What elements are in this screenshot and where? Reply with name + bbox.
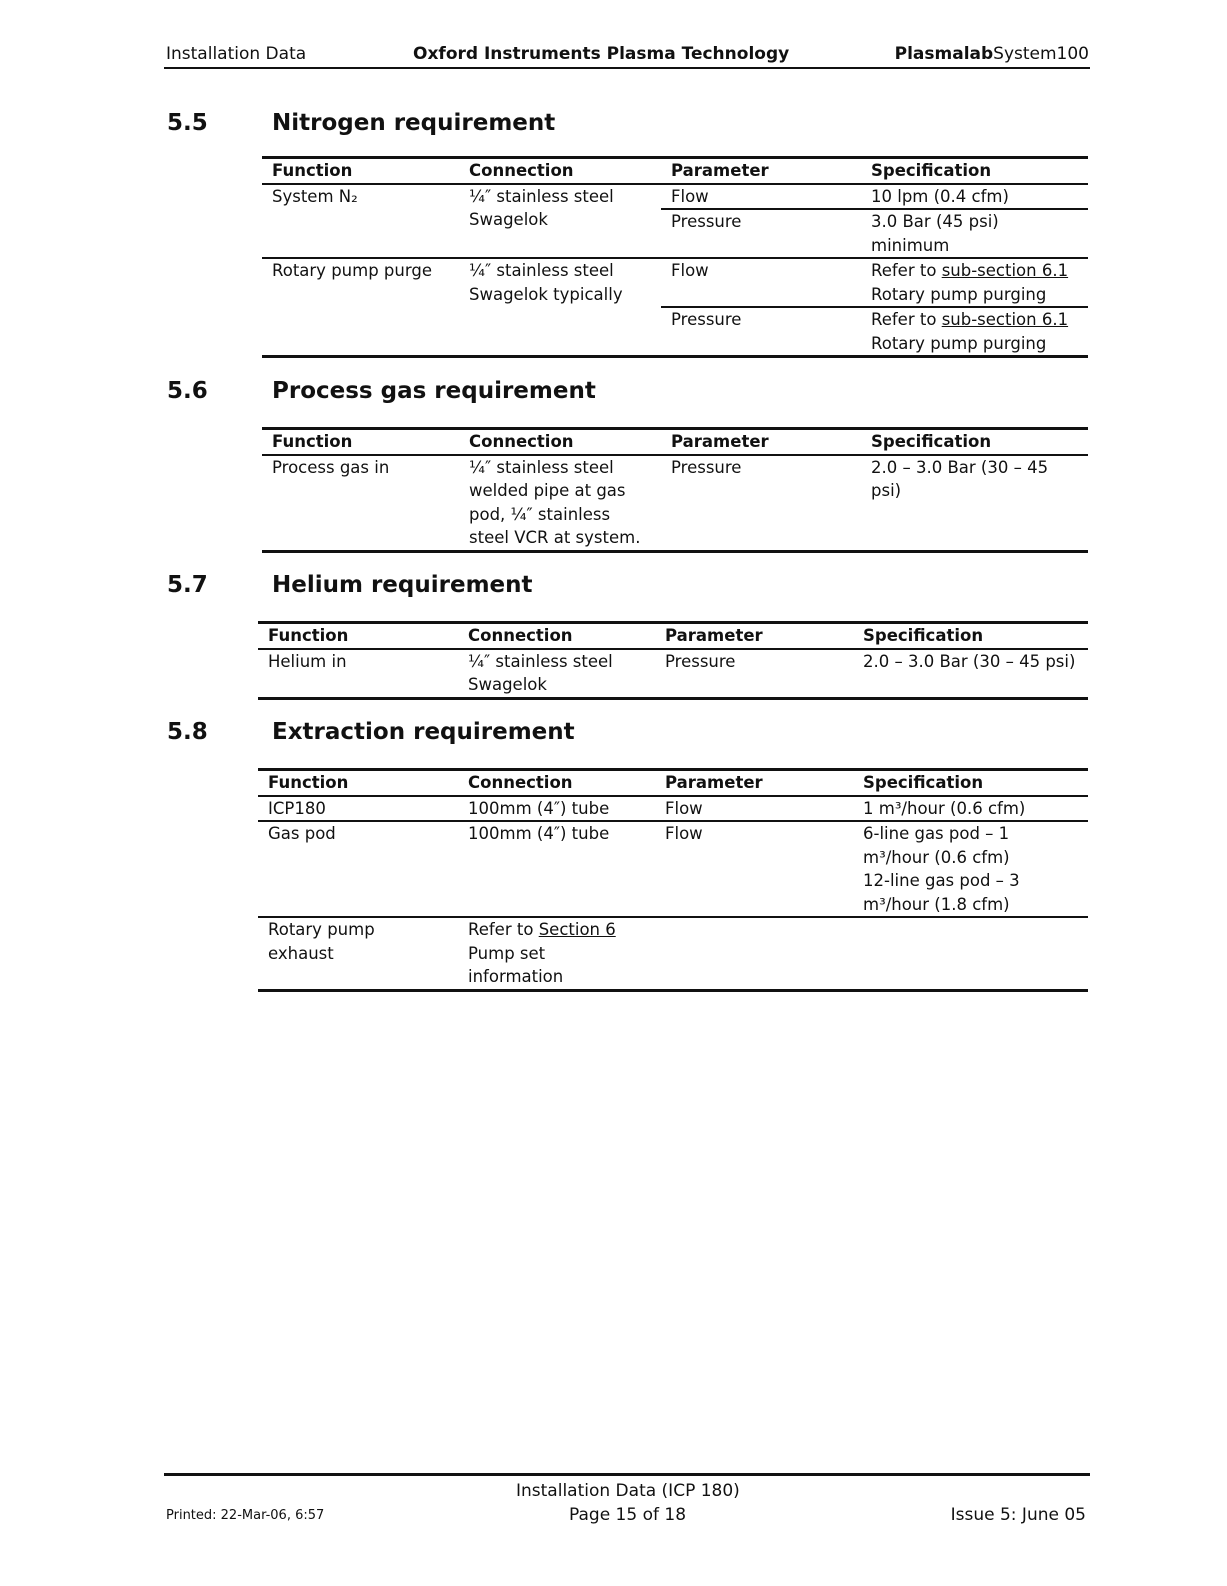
column-header: Specification bbox=[871, 432, 992, 451]
parameter-row bbox=[655, 797, 1088, 821]
cell-line: steel VCR at system. bbox=[469, 528, 641, 547]
connection-cell bbox=[459, 259, 661, 355]
cell-line: Helium in bbox=[268, 651, 347, 671]
table-row bbox=[262, 259, 1088, 355]
parameter-cell bbox=[661, 259, 861, 306]
table-header-row bbox=[262, 430, 1088, 456]
cell-line: Rotary pump bbox=[268, 920, 375, 939]
cell-line: Flow bbox=[671, 261, 709, 280]
specification-cell bbox=[853, 650, 1088, 674]
parameter-cell bbox=[661, 308, 861, 355]
table-row bbox=[258, 797, 1088, 823]
requirement-table bbox=[262, 427, 1088, 553]
parameter-row bbox=[655, 650, 1088, 674]
parameter-group bbox=[661, 185, 1088, 258]
parameter-group bbox=[661, 259, 1088, 355]
footer-page: Page 15 of 18 bbox=[569, 1505, 687, 1525]
cell-line: Rotary pump purging bbox=[871, 284, 1047, 304]
column-header: Connection bbox=[469, 161, 574, 180]
connection-cell bbox=[458, 822, 655, 916]
column-header: Function bbox=[272, 161, 353, 180]
specification-cell bbox=[861, 210, 1088, 257]
table-header-row bbox=[258, 771, 1088, 797]
cell-line bbox=[665, 918, 853, 942]
specification-cell bbox=[861, 185, 1088, 209]
table-row bbox=[258, 822, 1088, 918]
cell-line: exhaust bbox=[268, 943, 334, 963]
header-right bbox=[895, 44, 1089, 64]
section-title: Process gas requirement bbox=[272, 378, 596, 404]
specification-cell bbox=[861, 259, 1088, 306]
parameter-group bbox=[655, 797, 1088, 821]
cross-reference-link[interactable]: sub-section 6.1 bbox=[941, 261, 1069, 280]
column-header: Specification bbox=[863, 773, 984, 792]
connection-cell bbox=[458, 650, 655, 697]
cell-line: Swagelok bbox=[468, 675, 547, 694]
parameter-row bbox=[655, 918, 1088, 942]
cell-line: ¼″ stainless steel bbox=[469, 261, 614, 280]
cell-line: Rotary pump purging bbox=[871, 333, 1047, 353]
cell-line: minimum bbox=[871, 235, 950, 255]
section-number: 5.8 bbox=[167, 719, 208, 745]
cell-line: 1 m³/hour (0.6 cfm) bbox=[863, 798, 1026, 818]
cell-line: psi) bbox=[871, 481, 902, 500]
specification-cell bbox=[861, 308, 1088, 355]
parameter-group bbox=[655, 650, 1088, 697]
table-row bbox=[262, 456, 1088, 550]
header-left: Installation Data bbox=[166, 44, 307, 64]
column-header: Parameter bbox=[671, 432, 769, 451]
cell-line: m³/hour (0.6 cfm) bbox=[863, 847, 1010, 867]
cross-reference-link[interactable]: Section 6 bbox=[538, 920, 616, 939]
cell-line bbox=[468, 918, 655, 942]
parameter-cell bbox=[655, 797, 853, 821]
requirement-table bbox=[262, 156, 1088, 358]
parameter-group bbox=[655, 918, 1088, 989]
function-cell bbox=[258, 650, 458, 697]
specification-cell bbox=[853, 822, 1088, 916]
cell-line: Flow bbox=[665, 824, 703, 843]
column-header: Connection bbox=[469, 432, 574, 451]
function-cell bbox=[258, 822, 458, 916]
column-header: Parameter bbox=[665, 773, 763, 792]
table-row bbox=[262, 185, 1088, 260]
parameter-cell bbox=[655, 918, 853, 942]
cell-line: pod, ¼″ stainless bbox=[469, 504, 611, 524]
cell-line: ¼″ stainless steel bbox=[468, 651, 613, 671]
cell-line: 12-line gas pod – 3 bbox=[863, 871, 1020, 890]
link-prefix: Refer to bbox=[468, 920, 539, 939]
section-number: 5.6 bbox=[167, 378, 208, 404]
requirement-table bbox=[258, 621, 1088, 700]
specification-cell bbox=[853, 918, 1088, 942]
column-header: Parameter bbox=[671, 161, 769, 180]
parameter-row bbox=[661, 456, 1088, 503]
cell-line: 100mm (4″) tube bbox=[468, 824, 610, 843]
column-header: Connection bbox=[468, 773, 573, 792]
table-header-row bbox=[262, 159, 1088, 185]
section-number: 5.5 bbox=[167, 110, 208, 136]
column-header: Function bbox=[272, 432, 353, 451]
column-header: Connection bbox=[468, 626, 573, 645]
function-cell bbox=[262, 259, 459, 355]
header-right-normal: System100 bbox=[993, 44, 1089, 64]
cell-line bbox=[871, 308, 1088, 332]
cell-line: Pressure bbox=[671, 212, 742, 231]
function-cell bbox=[262, 456, 459, 550]
cell-line: 100mm (4″) tube bbox=[468, 798, 610, 818]
column-header: Specification bbox=[871, 161, 992, 180]
link-prefix: Refer to bbox=[871, 261, 942, 280]
header-rule bbox=[164, 67, 1090, 69]
cell-line bbox=[863, 918, 1088, 942]
column-header: Function bbox=[268, 773, 349, 792]
link-prefix: Refer to bbox=[871, 310, 942, 329]
cell-line: Gas pod bbox=[268, 824, 336, 843]
cell-line: Swagelok bbox=[469, 210, 548, 229]
requirement-table bbox=[258, 768, 1088, 992]
cell-line: ICP180 bbox=[268, 798, 326, 818]
cell-line: Flow bbox=[671, 186, 709, 206]
cell-line: information bbox=[468, 967, 564, 986]
cell-line: 2.0 – 3.0 Bar (30 – 45 bbox=[871, 457, 1049, 477]
cell-line: m³/hour (1.8 cfm) bbox=[863, 894, 1010, 914]
specification-cell bbox=[861, 456, 1088, 503]
cell-line: 10 lpm (0.4 cfm) bbox=[871, 186, 1009, 206]
footer-rule bbox=[164, 1473, 1090, 1476]
parameter-row bbox=[655, 822, 1088, 916]
cell-line: Swagelok typically bbox=[469, 284, 623, 304]
parameter-cell bbox=[655, 650, 853, 674]
function-cell bbox=[262, 185, 459, 258]
footer-issue: Issue 5: June 05 bbox=[950, 1505, 1086, 1525]
cell-line: 2.0 – 3.0 Bar (30 – 45 psi) bbox=[863, 651, 1076, 671]
connection-cell bbox=[459, 185, 661, 258]
parameter-row bbox=[661, 259, 1088, 308]
parameter-cell bbox=[661, 456, 861, 503]
section-title: Extraction requirement bbox=[272, 719, 575, 745]
footer-doc: Installation Data (ICP 180) bbox=[516, 1481, 740, 1501]
parameter-cell bbox=[661, 210, 861, 257]
parameter-group bbox=[661, 456, 1088, 550]
cell-line: Pressure bbox=[665, 651, 736, 671]
column-header: Parameter bbox=[665, 626, 763, 645]
table-row bbox=[258, 918, 1088, 989]
cell-line: welded pipe at gas bbox=[469, 481, 626, 500]
connection-cell bbox=[458, 797, 655, 821]
column-header: Function bbox=[268, 626, 349, 645]
cell-line bbox=[871, 259, 1088, 283]
cell-line: Rotary pump purge bbox=[272, 261, 432, 280]
header-center: Oxford Instruments Plasma Technology bbox=[413, 44, 790, 64]
section-title: Nitrogen requirement bbox=[272, 110, 556, 136]
connection-cell bbox=[458, 918, 655, 989]
cell-line: Pressure bbox=[671, 457, 742, 477]
parameter-group bbox=[655, 822, 1088, 916]
parameter-cell bbox=[661, 185, 861, 209]
parameter-row bbox=[661, 210, 1088, 257]
cell-line: System N₂ bbox=[272, 186, 358, 206]
connection-cell bbox=[459, 456, 661, 550]
parameter-cell bbox=[655, 822, 853, 916]
cell-line: Process gas in bbox=[272, 457, 390, 477]
specification-cell bbox=[853, 797, 1088, 821]
function-cell bbox=[258, 918, 458, 989]
function-cell bbox=[258, 797, 458, 821]
cell-line: ¼″ stainless steel bbox=[469, 186, 614, 206]
section-title: Helium requirement bbox=[272, 572, 533, 598]
cell-line: Pump set bbox=[468, 943, 546, 963]
parameter-row bbox=[661, 308, 1088, 355]
table-row bbox=[258, 650, 1088, 697]
column-header: Specification bbox=[863, 626, 984, 645]
header-right-bold: Plasmalab bbox=[894, 44, 994, 64]
cell-line: 6-line gas pod – 1 bbox=[863, 824, 1010, 843]
cell-line: ¼″ stainless steel bbox=[469, 457, 614, 477]
table-header-row bbox=[258, 624, 1088, 650]
cell-line: Flow bbox=[665, 798, 703, 818]
cell-line: 3.0 Bar (45 psi) bbox=[871, 212, 999, 231]
parameter-row bbox=[661, 185, 1088, 211]
footer-printed: Printed: 22-Mar-06, 6:57 bbox=[166, 1508, 325, 1523]
cell-line: Pressure bbox=[671, 310, 742, 329]
section-number: 5.7 bbox=[167, 572, 208, 598]
cross-reference-link[interactable]: sub-section 6.1 bbox=[941, 310, 1069, 329]
